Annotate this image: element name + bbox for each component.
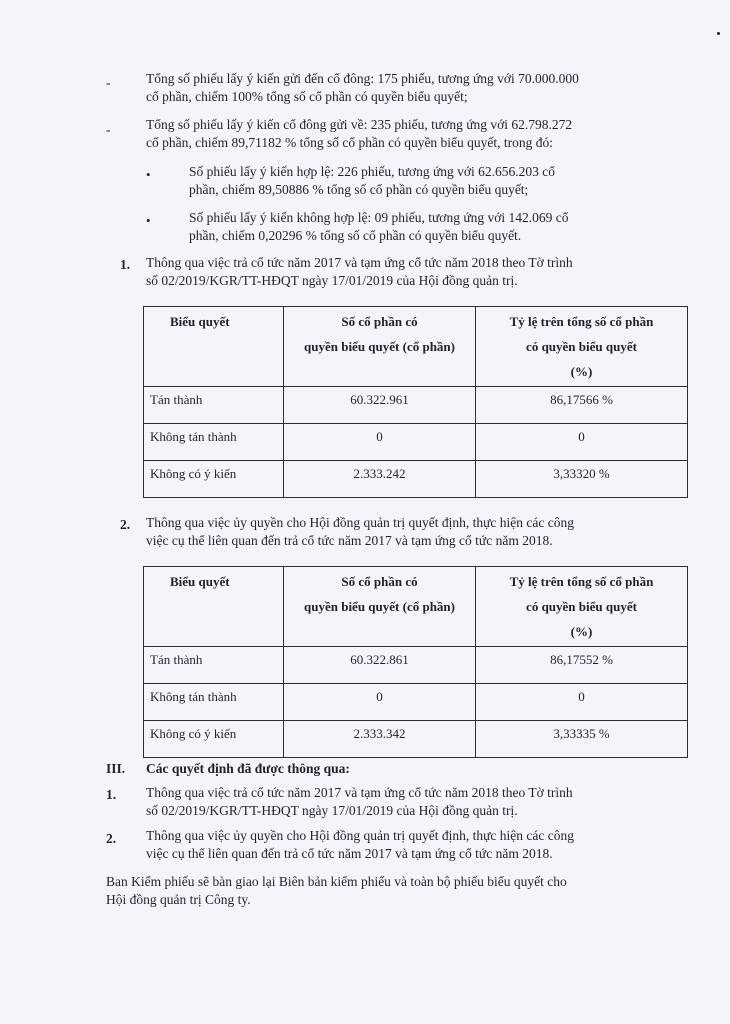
section-3-title: Các quyết định đã được thông qua: (146, 761, 350, 776)
row-label: Không tán thành (144, 424, 284, 461)
sub-item-2-line-1: Số phiếu lấy ý kiến không hợp lệ: 09 phiếu, tương ứng với 142.069 cổ (189, 210, 569, 225)
decision-1-number: 1. (106, 787, 117, 802)
bullet-marker: • (146, 213, 151, 228)
resolution-2-line-1: Thông qua việc ủy quyền cho Hội đồng quản trị quyết định, thực hiện các công (146, 515, 574, 530)
row-shares: 60.322.861 (284, 647, 476, 684)
decision-2-number: 2. (106, 831, 117, 846)
table-row (144, 424, 688, 461)
header-line: Tỷ lệ trên tổng số cổ phần (509, 314, 654, 329)
row-label: Tán thành (144, 647, 284, 684)
decision-1-line-2: số 02/2019/KGR/TT-HĐQT ngày 17/01/2019 của Hội đồng quản trị. (146, 803, 518, 818)
header-line: quyền biểu quyết (cổ phần) (304, 599, 455, 614)
header-line: quyền biểu quyết (cổ phần) (304, 339, 455, 354)
header-line: có quyền biểu quyết (526, 599, 637, 614)
table-header-row (144, 567, 688, 647)
column-header-shares (284, 307, 476, 387)
sub-item-2-line-2: phần, chiếm 0,20296 % tổng số cổ phần có quyền biểu quyết. (189, 228, 522, 243)
header-line: Số cổ phần có (341, 314, 418, 329)
row-ratio: 86,17566 % (476, 387, 688, 424)
column-header-ratio (476, 307, 688, 387)
row-label: Tán thành (144, 387, 284, 424)
intro-item-2-line-2: cổ phần, chiếm 89,71182 % tổng số cổ phần có quyền biểu quyết, trong đó: (146, 135, 554, 150)
row-label: Không có ý kiến (144, 721, 284, 758)
header-line: Số cổ phần có (341, 574, 418, 589)
dash-marker: - (106, 122, 111, 137)
decision-2-line-1: Thông qua việc ủy quyền cho Hội đồng quản trị quyết định, thực hiện các công (146, 828, 574, 843)
dash-marker: - (106, 75, 111, 90)
vote-table-2 (143, 566, 688, 758)
column-header-shares (284, 567, 476, 647)
row-ratio: 3,33320 % (476, 461, 688, 498)
header-line: Tỷ lệ trên tổng số cổ phần (509, 574, 654, 589)
column-header-vote: Biểu quyết (144, 307, 284, 387)
resolution-1-number: 1. (120, 257, 131, 272)
row-shares: 2.333.242 (284, 461, 476, 498)
intro-item-1-line-1: Tổng số phiếu lấy ý kiến gửi đến cổ đông: 175 phiếu, tương ứng với 70.000.000 (146, 71, 579, 86)
table-row (144, 684, 688, 721)
table-row (144, 461, 688, 498)
resolution-1-line-2: số 02/2019/KGR/TT-HĐQT ngày 17/01/2019 của Hội đồng quản trị. (146, 273, 518, 288)
table-row (144, 387, 688, 424)
resolution-2-line-2: việc cụ thể liên quan đến trả cổ tức năm 2017 và tạm ứng cổ tức năm 2018. (146, 533, 553, 548)
sub-item-1-line-1: Số phiếu lấy ý kiến hợp lệ: 226 phiếu, tương ứng với 62.656.203 cổ (189, 164, 556, 179)
sub-item-1-line-2: phần, chiếm 89,50886 % tổng số cổ phần có quyền biểu quyết; (189, 182, 529, 197)
table-header-row (144, 307, 688, 387)
scan-speck (717, 32, 720, 35)
row-ratio: 3,33335 % (476, 721, 688, 758)
column-header-vote: Biểu quyết (144, 567, 284, 647)
row-ratio: 0 (476, 684, 688, 721)
header-line: (%) (570, 624, 593, 639)
row-shares: 60.322.961 (284, 387, 476, 424)
vote-table-1 (143, 306, 688, 498)
header-line: (%) (570, 364, 593, 379)
row-ratio: 86,17552 % (476, 647, 688, 684)
table-row (144, 647, 688, 684)
intro-item-2-line-1: Tổng số phiếu lấy ý kiến cổ đông gửi về: 235 phiếu, tương ứng với 62.798.272 (146, 117, 573, 132)
row-ratio: 0 (476, 424, 688, 461)
decision-1-line-1: Thông qua việc trả cổ tức năm 2017 và tạm ứng cổ tức năm 2018 theo Tờ trình (146, 785, 573, 800)
column-header-ratio (476, 567, 688, 647)
closing-line-1: Ban Kiểm phiếu sẽ bàn giao lại Biên bản kiểm phiếu và toàn bộ phiếu biểu quyết cho (106, 874, 567, 889)
table-row (144, 721, 688, 758)
row-shares: 2.333.342 (284, 721, 476, 758)
closing-line-2: Hội đồng quản trị Công ty. (106, 892, 251, 907)
decision-2-line-2: việc cụ thể liên quan đến trả cổ tức năm 2017 và tạm ứng cổ tức năm 2018. (146, 846, 553, 861)
header-line: có quyền biểu quyết (526, 339, 637, 354)
resolution-2-number: 2. (120, 517, 131, 532)
intro-item-1-line-2: cổ phần, chiếm 100% tổng số cổ phần có quyền biểu quyết; (146, 89, 468, 104)
row-shares: 0 (284, 424, 476, 461)
row-label: Không có ý kiến (144, 461, 284, 498)
row-shares: 0 (284, 684, 476, 721)
bullet-marker: • (146, 167, 151, 182)
row-label: Không tán thành (144, 684, 284, 721)
section-3-number: III. (106, 761, 126, 776)
resolution-1-line-1: Thông qua việc trả cổ tức năm 2017 và tạm ứng cổ tức năm 2018 theo Tờ trình (146, 255, 573, 270)
